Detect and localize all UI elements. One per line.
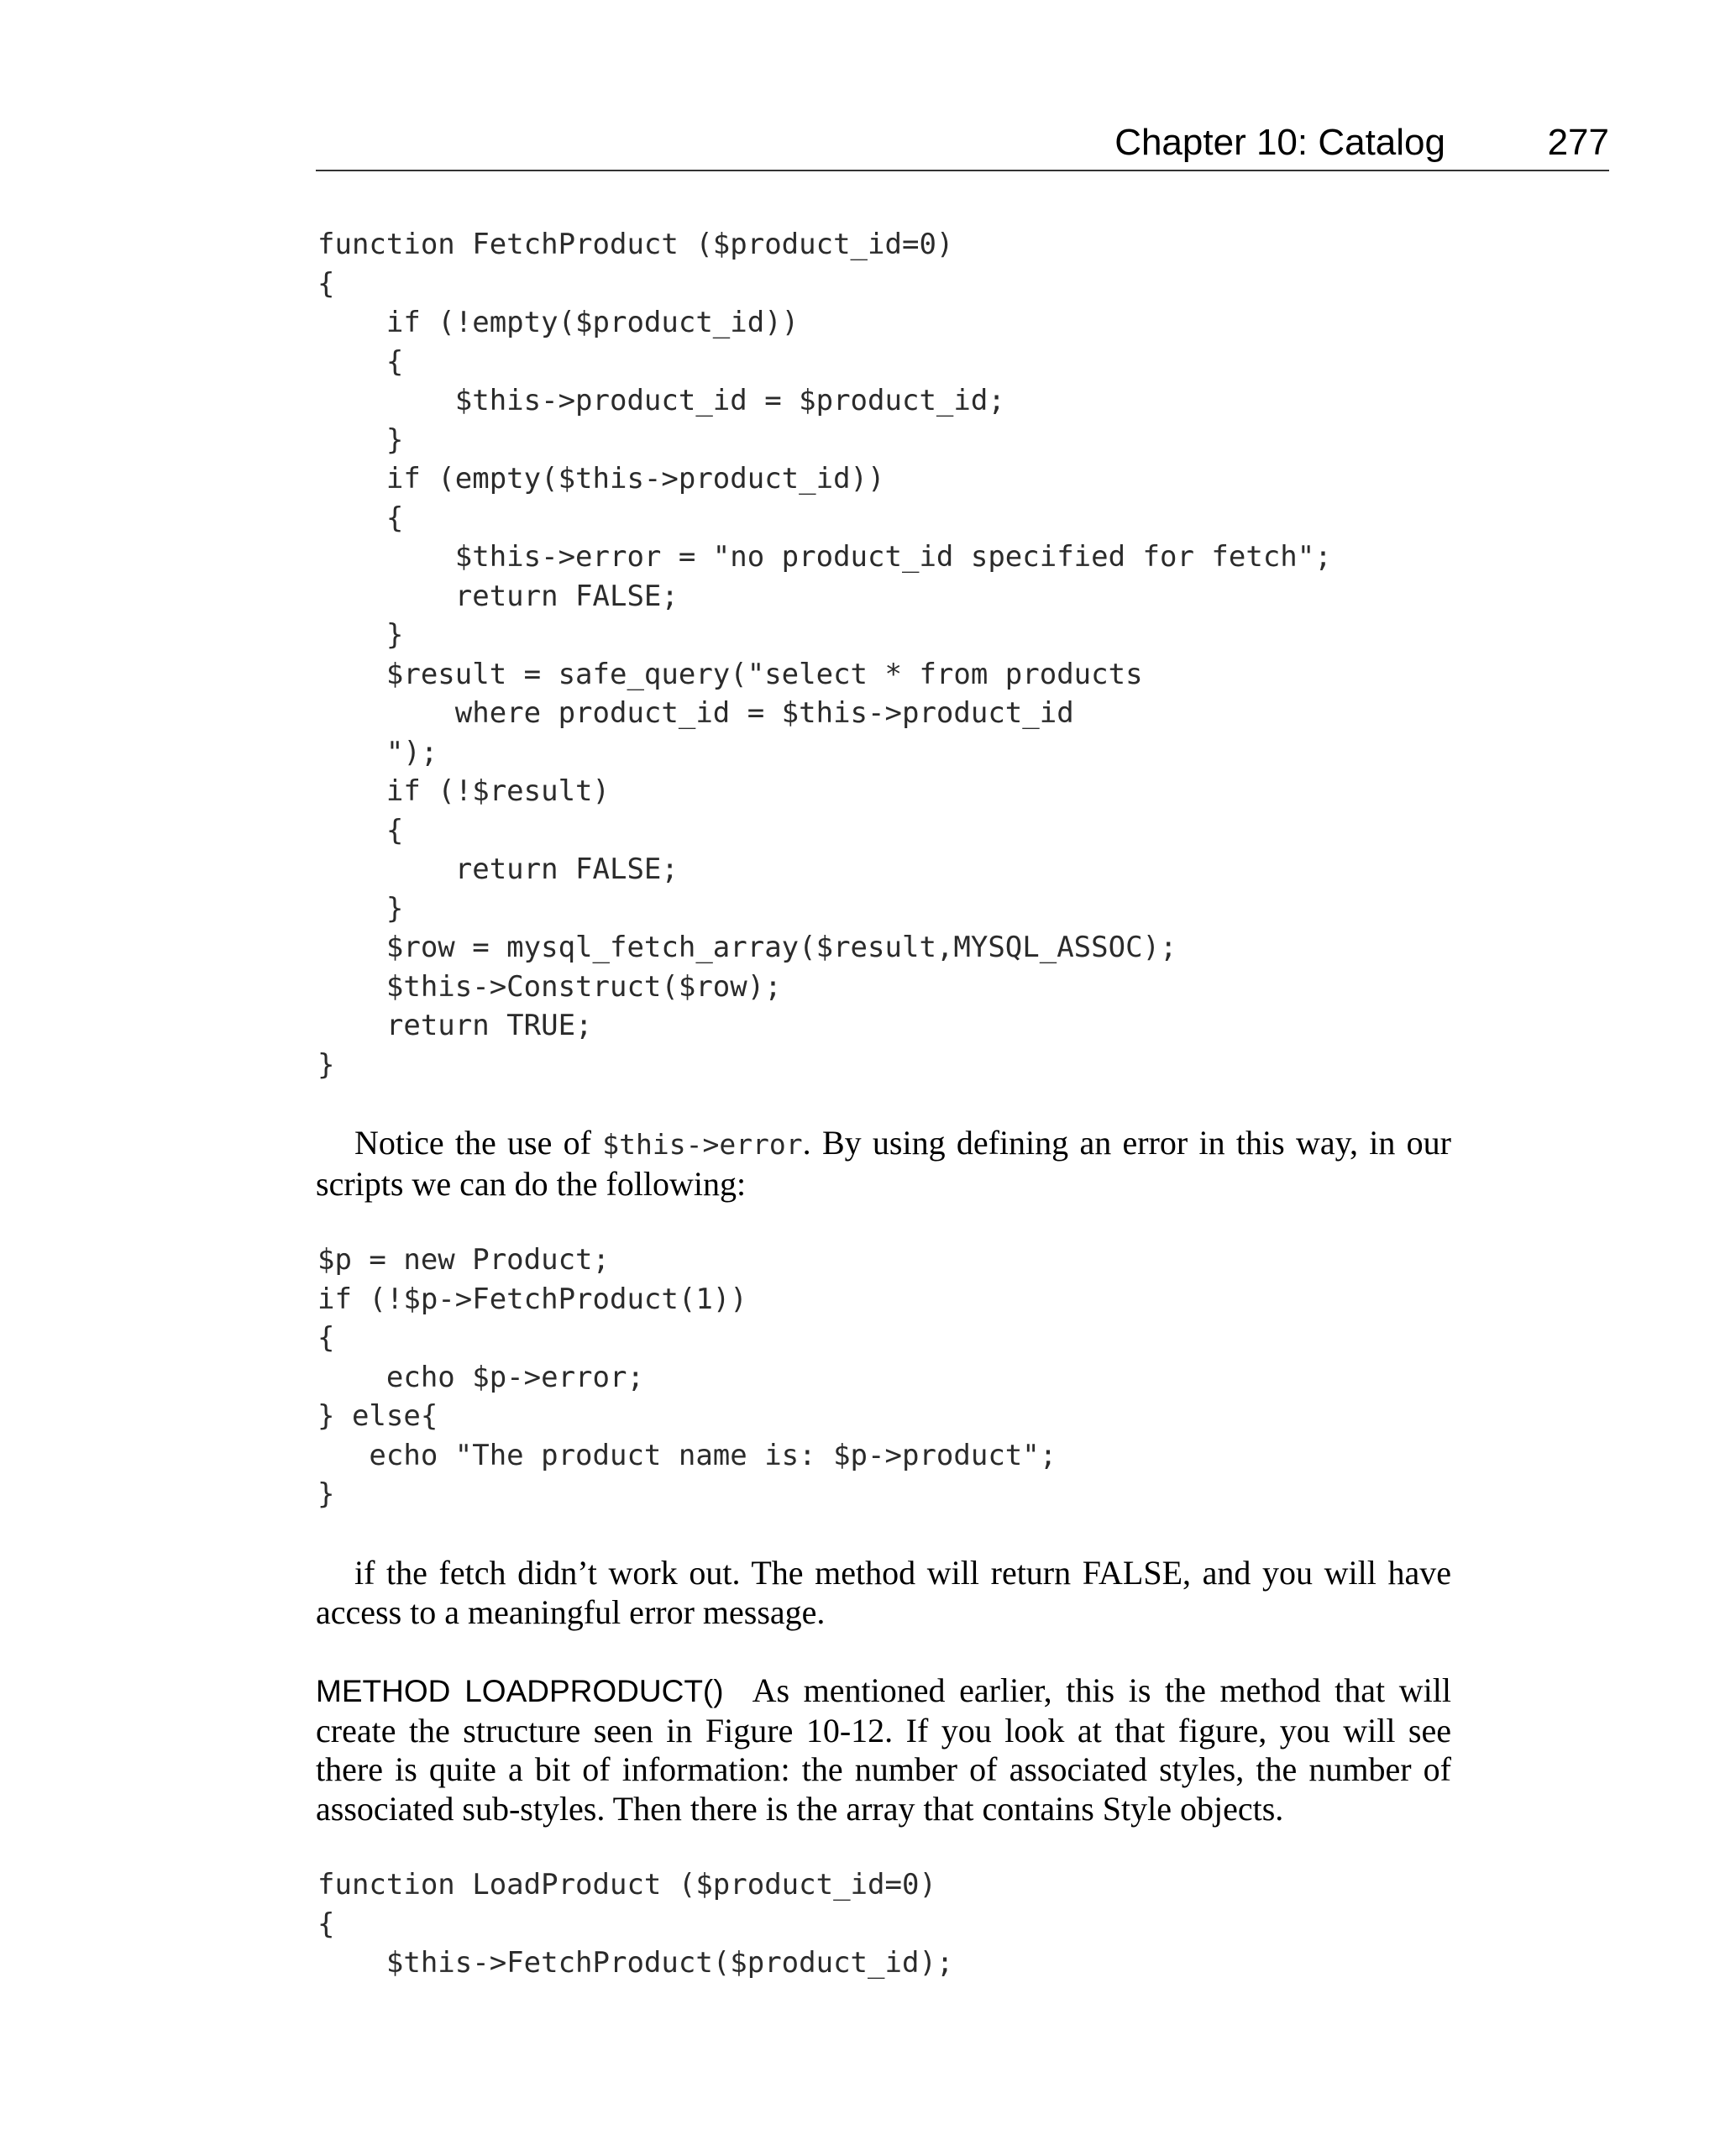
code-line: "); (317, 735, 438, 769)
code-line: if (!$p->FetchProduct(1)) (317, 1282, 747, 1316)
code-block-load-product (317, 1865, 953, 1983)
code-line: { (317, 813, 404, 847)
code-line: return TRUE; (317, 1009, 593, 1042)
code-line: { (317, 1321, 335, 1355)
code-line: if (!$result) (317, 774, 610, 808)
code-line: where product_id = $this->product_id (317, 696, 1074, 730)
code-line: echo $p->error; (317, 1360, 644, 1394)
paragraph-notice (316, 1124, 1451, 1204)
paragraph-fetch-result (316, 1554, 1451, 1632)
code-block-usage (317, 1241, 1057, 1514)
code-line: } (317, 891, 404, 926)
code-line: } (317, 1047, 335, 1082)
code-line: return FALSE; (317, 579, 679, 613)
code-line: $this->error = "no product_id specified for fetch"; (317, 540, 1332, 574)
code-line: if (!empty($product_id)) (317, 306, 800, 339)
code-line: echo "The product name is: $p->product"; (317, 1438, 1057, 1472)
paragraph-notice-before: Notice the use of (354, 1124, 603, 1162)
code-line: function LoadProduct ($product_id=0) (317, 1868, 936, 1902)
inline-code-this-error: $this->error (602, 1128, 803, 1161)
code-line: if (empty($this->product_id)) (317, 462, 885, 496)
code-line: } (317, 1477, 335, 1511)
code-line: { (317, 1907, 335, 1941)
code-line: function FetchProduct ($product_id=0) (317, 228, 954, 261)
code-line: { (317, 266, 335, 301)
code-line: $result = safe_query("select * from products (317, 657, 1143, 691)
code-line: $this->Construct($row); (317, 969, 782, 1004)
paragraph-fetch-text: if the fetch didn’t work out. The method will return FALSE, and you will have access to a meaningful error message. (316, 1554, 1451, 1631)
page-header (316, 118, 1609, 171)
code-line: } else{ (317, 1399, 438, 1433)
code-line: $this->FetchProduct($product_id); (317, 1946, 954, 1980)
code-line: $this->product_id = $product_id; (317, 384, 1005, 417)
code-line: return FALSE; (317, 852, 679, 886)
code-line: } (317, 618, 404, 652)
code-line: $p = new Product; (317, 1243, 610, 1277)
code-block-fetch-product (317, 225, 1332, 1084)
page-number: 277 (1547, 122, 1609, 163)
method-loadproduct-heading: METHOD LOADPRODUCT() (316, 1674, 724, 1708)
code-line: { (317, 501, 404, 535)
paragraph-loadproduct-text: As mentioned earlier, this is the method that will create the structure seen in Figure 10-12. If you look at that figure, you will see there is quite a bit of information: the number of associated styles, the number of associated sub-styles. Then there is the array that contains Style objects. (316, 1671, 1451, 1828)
code-line: $row = mysql_fetch_array($result,MYSQL_ASSOC); (317, 931, 1177, 964)
paragraph-notice-after: . By using defining an error in this way, in our scripts we can do the following: (316, 1124, 1451, 1203)
code-line: { (317, 344, 404, 379)
paragraph-loadproduct (316, 1671, 1451, 1828)
code-line: } (317, 422, 404, 457)
chapter-title: Chapter 10: Catalog (1114, 122, 1445, 163)
